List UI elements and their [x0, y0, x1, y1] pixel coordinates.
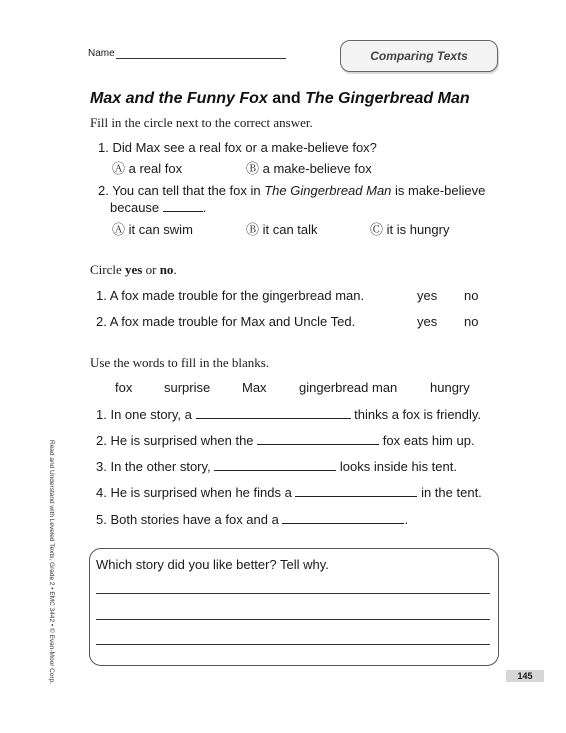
fill-2-before: 2. He is surprised when the	[96, 433, 254, 448]
yes-no-statement-2: 2. A fox made trouble for Max and Uncle Ted.	[96, 314, 356, 329]
title-and: and	[267, 90, 306, 107]
fill-blank-4	[96, 485, 482, 500]
instr2-no: no	[159, 262, 174, 277]
fill-4-before: 4. He is surprised when he finds a	[96, 485, 292, 500]
fill-3-blank[interactable]	[214, 459, 336, 471]
q2-text-italic: The Gingerbread Man	[264, 183, 392, 198]
fill-blank-1	[96, 407, 481, 422]
instr2-yes: yes	[125, 262, 143, 277]
instr2-or: or	[142, 262, 160, 277]
fill-4-blank[interactable]	[295, 485, 417, 497]
instruction-fill-blanks: Use the words to fill in the blanks.	[90, 355, 270, 370]
page-title	[90, 90, 470, 108]
q2-blank[interactable]	[163, 200, 203, 212]
fill-5-after: .	[404, 512, 409, 527]
statement-1-no[interactable]: no	[464, 288, 479, 303]
fill-1-after: thinks a fox is friendly.	[354, 407, 482, 422]
instruction-circle-yes-no	[90, 262, 177, 278]
q1-option-a[interactable]: Ⓐ a real fox	[112, 161, 183, 176]
title-part1: Max and the Funny Fox	[90, 90, 268, 107]
fill-5-blank[interactable]	[282, 512, 404, 524]
fill-2-blank[interactable]	[257, 433, 379, 445]
side-copyright	[44, 440, 57, 690]
fill-blank-2	[96, 433, 475, 448]
response-line-1[interactable]	[96, 593, 490, 594]
fill-4-after: in the tent.	[421, 485, 482, 500]
name-blank-line[interactable]	[116, 58, 286, 59]
fill-5-before: 5. Both stories have a fox and a	[96, 512, 279, 527]
name-label: Name	[88, 48, 115, 59]
q2-text-before: 2. You can tell that the fox in	[98, 183, 265, 198]
statement-1-yes[interactable]: yes	[417, 288, 438, 303]
instruction-fill-circle: Fill in the circle next to the correct answer.	[90, 115, 313, 130]
word-bank-hungry: hungry	[430, 380, 470, 395]
fill-blank-5	[96, 512, 408, 527]
fill-1-before: 1. In one story, a	[96, 407, 192, 422]
instr2-period: .	[173, 262, 177, 277]
response-question: Which story did you like better? Tell why.	[96, 557, 329, 572]
q2-text-after: is make-believe	[391, 183, 486, 198]
word-bank-gingerbread-man: gingerbread man	[299, 380, 398, 395]
response-line-2[interactable]	[96, 619, 490, 620]
word-bank-max: Max	[242, 380, 267, 395]
word-bank-surprise: surprise	[164, 380, 211, 395]
fill-3-after: looks inside his tent.	[339, 459, 457, 474]
question-2	[98, 183, 485, 198]
q2-because: because	[110, 200, 160, 215]
page-number: 145	[506, 670, 544, 682]
title-part2: The Gingerbread Man	[305, 90, 470, 107]
fill-2-after: fox eats him up.	[382, 433, 475, 448]
fill-blank-3	[96, 459, 457, 474]
side-copyright-text: Read and Understand with Leveled Texts, Grade 2 • EMC 3442 • © Evan-Moor Corp.	[48, 440, 55, 685]
q2-option-a[interactable]: Ⓐ it can swim	[112, 222, 193, 237]
question-2-line2	[110, 200, 206, 215]
instr2-prefix: Circle	[90, 262, 126, 277]
comparing-texts-tag: Comparing Texts	[340, 40, 498, 72]
question-1: 1. Did Max see a real fox or a make-believe fox?	[98, 140, 377, 155]
q1-option-b[interactable]: Ⓑ a make-believe fox	[246, 161, 372, 176]
q2-period: .	[202, 200, 207, 215]
fill-1-blank[interactable]	[196, 407, 351, 419]
yes-no-statement-1: 1. A fox made trouble for the gingerbread man.	[96, 288, 365, 303]
q2-option-b[interactable]: Ⓑ it can talk	[246, 222, 318, 237]
response-line-3[interactable]	[96, 644, 490, 645]
statement-2-no[interactable]: no	[464, 314, 479, 329]
q2-option-c[interactable]: Ⓒ it is hungry	[370, 222, 450, 237]
fill-3-before: 3. In the other story,	[96, 459, 211, 474]
statement-2-yes[interactable]: yes	[417, 314, 438, 329]
word-bank-fox: fox	[115, 380, 133, 395]
